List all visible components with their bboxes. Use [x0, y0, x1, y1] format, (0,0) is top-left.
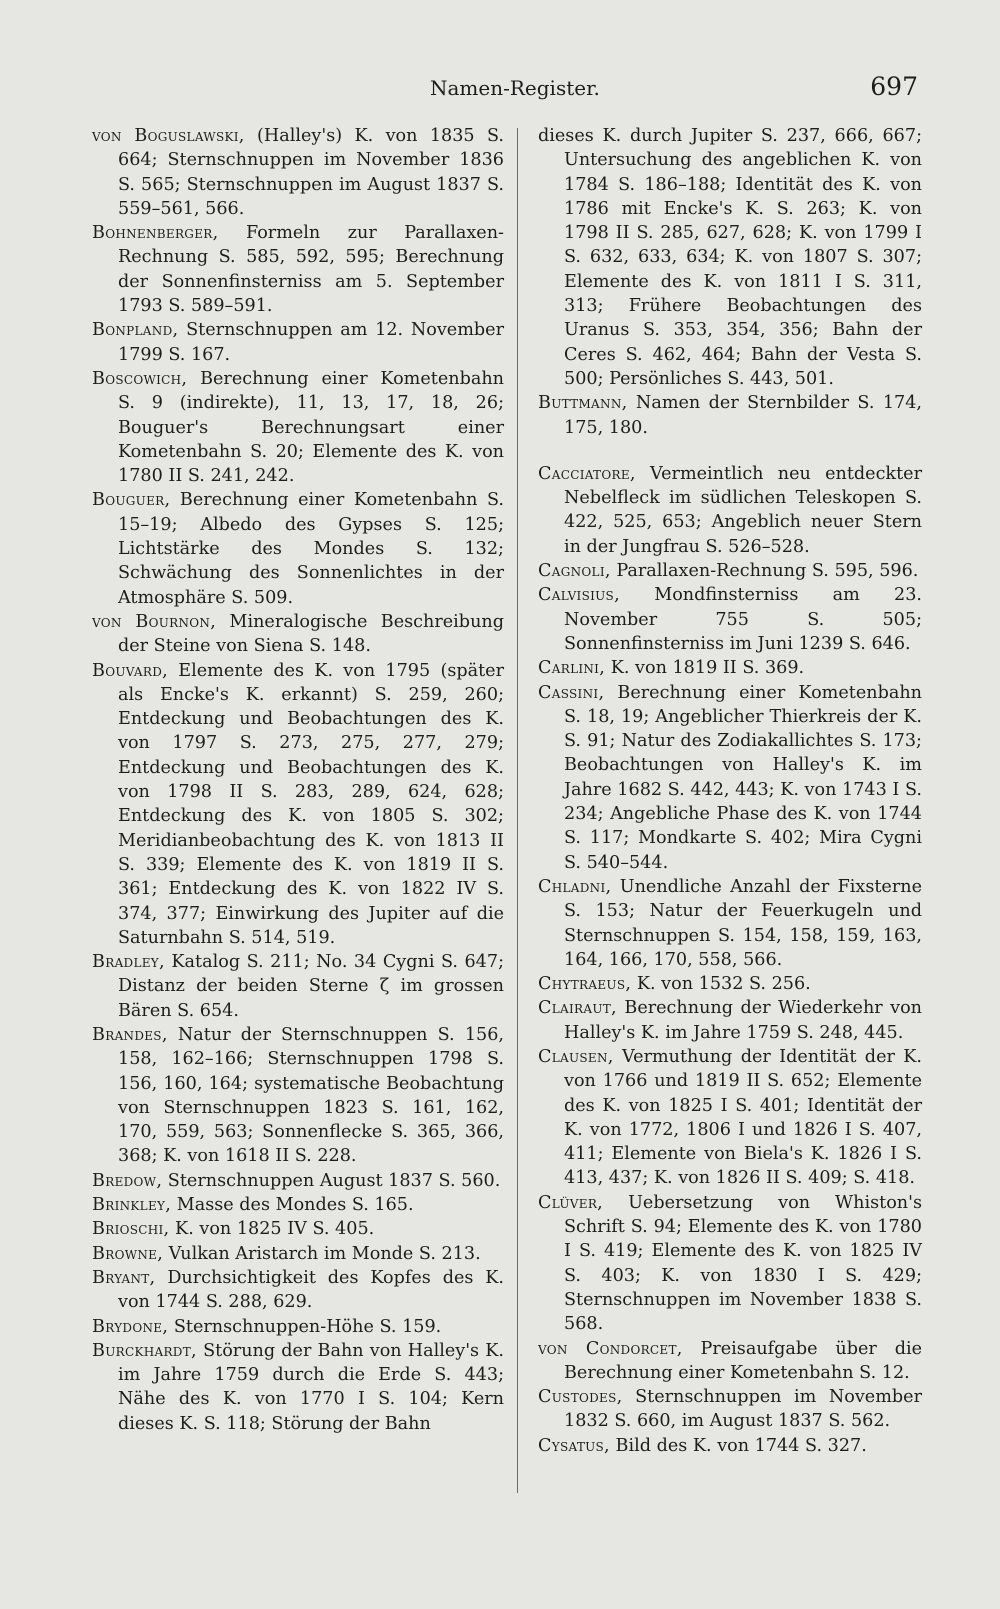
index-entry	[92, 1169, 504, 1193]
index-entry-continued	[538, 124, 922, 391]
index-entry	[538, 1434, 922, 1458]
entry-text: Berechnung der Wiederkehr von Halley's K. im Jahre 1759 S. 248, 445.	[564, 998, 922, 1043]
index-entry	[92, 318, 504, 367]
entry-name: Cassini,	[538, 682, 605, 703]
entry-text: Namen der Sternbilder S. 174, 175, 180.	[564, 393, 922, 438]
entry-name: von Boguslawski,	[92, 126, 245, 146]
entry-name: Bouvard,	[92, 660, 169, 681]
entry-name: Clüver,	[538, 1192, 604, 1213]
entry-text: Vermeintlich neu entdeckter Nebelfleck im südlichen Teleskopen S. 422, 525, 653; Angeblich neuer Stern in der Jungfrau S. 526–528.	[564, 463, 922, 557]
entry-text: dieses K. durch Jupiter S. 237, 666, 667; Untersuchung des angeblichen K. von 1784 S. 186–188; Identität des K. von 1786 mit Encke's K. S. 263; K. von 1798 II S. 285, 627, 628; K. von 1799 I S. 632, 633, 634; K. von 1807 S. 307; Elemente des K. von 1811 I S. 311, 313; Frühere Beobachtungen des Uranus S. 353, 354, 356; Bahn der Ceres S. 462, 464; Bahn der Vesta S. 500; Persönliches S. 443, 501.	[538, 126, 922, 389]
entry-name: Custodes,	[538, 1387, 623, 1408]
index-entry	[538, 559, 922, 583]
entry-name: Bradley,	[92, 952, 165, 973]
index-entry	[92, 1217, 504, 1241]
entry-name: von Condorcet,	[538, 1338, 683, 1359]
index-entry	[92, 1242, 504, 1266]
entry-name: Calvisius,	[538, 585, 620, 606]
entry-text: Parallaxen-Rechnung S. 595, 596.	[610, 561, 919, 582]
index-entry	[538, 462, 922, 559]
index-entry	[92, 124, 504, 221]
entry-text: Berechnung einer Kometenbahn S. 18, 19; Angeblicher Thierkreis der K. S. 91; Natur des Zodiakallichtes S. 173; Beobachtungen von Halley's K. im Jahre 1682 S. 442, 443; K. von 1743 I S. 234; Angebliche Phase des K. von 1744 S. 117; Mondkarte S. 402; Mira Cygni S. 540–544.	[564, 682, 922, 873]
index-entry	[92, 1023, 504, 1169]
index-entry	[538, 1045, 922, 1191]
entry-text: (Halley's) K. von 1835 S. 664; Sternschnuppen im November 1836 S. 565; Sternschnuppen im August 1837 S. 559–561, 566.	[118, 126, 505, 219]
index-entry	[538, 583, 922, 656]
index-entry	[92, 221, 504, 318]
entry-name: Bredow,	[92, 1170, 163, 1191]
entry-text: Uebersetzung von Whiston's Schrift S. 94; Elemente des K. von 1780 I S. 419; Elemente des K. von 1825 IV S. 403; K. von 1830 I S. 429; Sternschnuppen im November 1838 S. 568.	[564, 1192, 922, 1335]
index-entry	[92, 610, 504, 659]
entry-text: Elemente des K. von 1795 (später als Encke's K. erkannt) S. 259, 260; Entdeckung und Beobachtungen des K. von 1797 S. 273, 275, 277, 279; Entdeckung und Beobachtungen des K. von 1798 II S. 283, 289, 624, 628; Entdeckung des K. von 1805 S. 302; Meridianbeobachtung des K. von 1813 II S. 339; Elemente des K. von 1819 II S. 361; Entdeckung des K. von 1822 IV S. 374, 377; Einwirkung des Jupiter auf die Saturnbahn S. 514, 519.	[118, 660, 504, 948]
entry-name: Chladni,	[538, 876, 612, 897]
page-number: 697	[870, 72, 918, 101]
index-entry	[538, 681, 922, 875]
entry-text: Katalog S. 211; No. 34 Cygni S. 647; Distanz der beiden Sterne ζ im grossen Bären S. 654.	[118, 952, 504, 1021]
entry-name: Carlini,	[538, 658, 606, 679]
running-title: Namen-Register.	[430, 76, 600, 100]
entry-name: Browne,	[92, 1243, 164, 1264]
index-entry	[92, 659, 504, 951]
index-entry	[538, 391, 922, 440]
index-entry	[92, 1193, 504, 1217]
entry-text: Unendliche Anzahl der Fixsterne S. 153; Natur der Feuerkugeln und Sternschnuppen S. 154, 158, 159, 163, 164, 166, 170, 558, 566.	[564, 876, 922, 970]
entry-name: Buttmann,	[538, 393, 628, 414]
entry-text: Vulkan Aristarch im Monde S. 213.	[163, 1243, 481, 1264]
entry-name: Chytraeus,	[538, 974, 632, 995]
index-entry	[538, 875, 922, 972]
entry-text: Bild des K. von 1744 S. 327.	[609, 1435, 867, 1456]
index-entry	[92, 367, 504, 488]
index-entry	[538, 656, 922, 680]
column-divider	[517, 128, 518, 1493]
entry-name: Brandes,	[92, 1024, 168, 1045]
entry-text: Berechnung einer Kometenbahn S. 9 (indirekte), 11, 13, 17, 18, 26; Bouguer's Berechnungsart einer Kometenbahn S. 20; Elemente des K. von 1780 II S. 241, 242.	[118, 368, 504, 487]
entry-name: Cacciatore,	[538, 463, 636, 484]
entry-text: Störung der Bahn von Halley's K. im Jahre 1759 durch die Erde S. 443; Nähe des K. von 1770 I S. 104; Kern dieses K. S. 118; Störung der Bahn	[118, 1340, 504, 1434]
entry-text: K. von 1819 II S. 369.	[605, 658, 805, 679]
entry-text: K. von 1825 IV S. 405.	[169, 1219, 375, 1240]
left-column	[92, 124, 504, 1436]
index-entry	[538, 996, 922, 1045]
index-entry	[538, 1191, 922, 1337]
entry-name: Bouguer,	[92, 490, 171, 511]
entry-name: Burckhardt,	[92, 1340, 197, 1361]
entry-name: Boscowich,	[92, 368, 188, 389]
entry-text: Masse des Mondes S. 165.	[171, 1195, 414, 1216]
entry-text: Natur der Sternschnuppen S. 156, 158, 162–166; Sternschnuppen 1798 S. 156, 160, 164; systematische Beobachtung von Sternschnuppen 1823 S. 161, 162, 170, 559, 563; Sonnenflecke S. 365, 366, 368; K. von 1618 II S. 228.	[118, 1024, 504, 1167]
entry-name: Cagnoli,	[538, 561, 611, 582]
entry-name: von Bournon,	[92, 611, 217, 632]
entry-name: Clausen,	[538, 1046, 614, 1067]
index-entry	[538, 1385, 922, 1434]
entry-name: Bonpland,	[92, 320, 179, 341]
entry-text: Sternschnuppen am 12. November 1799 S. 167.	[118, 320, 504, 365]
entry-name: Clairaut,	[538, 998, 617, 1019]
entry-text: Vermuthung der Identität der K. von 1766 und 1819 II S. 652; Elemente des K. von 1825 I S. 401; Identität der K. von 1772, 1806 I und 1826 I S. 407, 411; Elemente von Biela's K. 1826 I S. 413, 437; K. von 1826 II S. 409; S. 418.	[564, 1046, 922, 1189]
index-entry	[538, 972, 922, 996]
entry-text: Sternschnuppen-Höhe S. 159.	[168, 1316, 442, 1337]
entry-text: K. von 1532 S. 256.	[631, 974, 811, 995]
entry-name: Brioschi,	[92, 1219, 170, 1240]
entry-text: Sternschnuppen August 1837 S. 560.	[162, 1170, 501, 1191]
entry-name: Cysatus,	[538, 1435, 610, 1456]
index-entry	[92, 1315, 504, 1339]
entry-name: Bryant,	[92, 1267, 156, 1288]
page-header	[0, 70, 1000, 104]
entry-text: Sternschnuppen im November 1832 S. 660, im August 1837 S. 562.	[564, 1387, 922, 1432]
entry-text: Formeln zur Parallaxen-Rechnung S. 585, 592, 595; Berechnung der Sonnenfinsterniss am 5. September 1793 S. 589–591.	[118, 223, 504, 317]
entry-name: Brinkley,	[92, 1195, 172, 1216]
right-column	[538, 124, 922, 1458]
entry-name: Bohnenberger,	[92, 223, 219, 244]
index-entry	[92, 1266, 504, 1315]
entry-text: Preisaufgabe über die Berechnung einer Kometenbahn S. 12.	[564, 1338, 922, 1383]
entry-text: Mondfinsterniss am 23. November 755 S. 505; Sonnenfinsterniss im Juni 1239 S. 646.	[564, 585, 922, 654]
entry-name: Brydone,	[92, 1316, 169, 1337]
index-entry	[538, 1337, 922, 1386]
index-entry	[92, 1339, 504, 1436]
entry-text: Berechnung einer Kometenbahn S. 15–19; Albedo des Gypses S. 125; Lichtstärke des Mondes S. 132; Schwächung des Sonnenlichtes in der Atmosphäre S. 509.	[118, 490, 504, 608]
entry-text: Mineralogische Beschreibung der Steine von Siena S. 148.	[118, 611, 504, 657]
entry-text: Durchsichtigkeit des Kopfes des K. von 1744 S. 288, 629.	[118, 1267, 504, 1313]
index-entry	[92, 488, 504, 609]
index-entry	[92, 950, 504, 1023]
